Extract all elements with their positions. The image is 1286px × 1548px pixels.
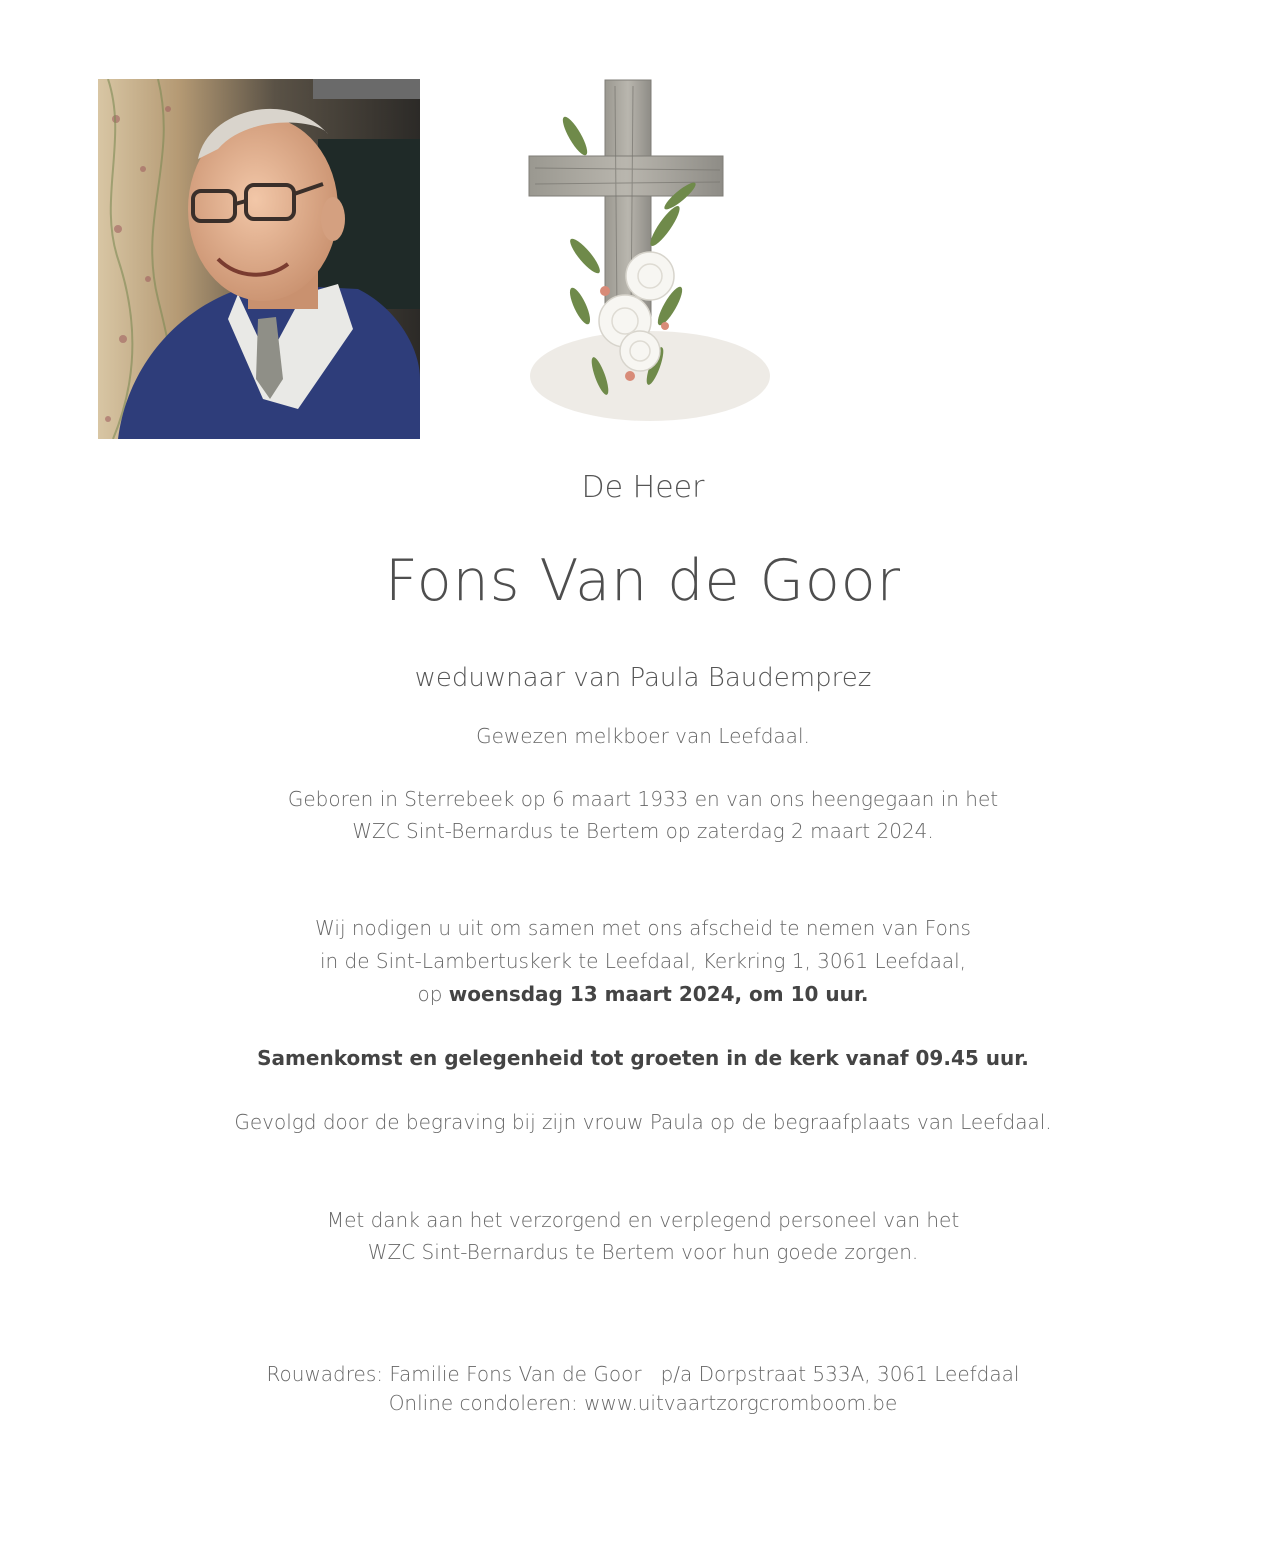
gathering-line: Samenkomst en gelegenheid tot groeten in de kerk vanaf 09.45 uur.: [257, 1046, 1029, 1070]
thanks-line-2: WZC Sint-Bernardus te Bertem voor hun goede zorgen.: [367, 1240, 919, 1264]
invite-line-2: in de Sint-Lambertuskerk te Leefdaal, Kerkring 1, 3061 Leefdaal,: [319, 949, 967, 973]
invite-line-1: Wij nodigen u uit om samen met ons afscheid te nemen van Fons: [315, 916, 971, 940]
birth-line-2: WZC Sint-Bernardus te Bertem op zaterdag 2 maart 2024.: [352, 819, 934, 843]
deceased-name: Fons Van de Goor: [384, 548, 902, 614]
mourning-address: Rouwadres: Familie Fons Van de Goor p/a Dorpstraat 533A, 3061 Leefdaal: [266, 1362, 1020, 1386]
online-condolence: Online condoleren: www.uitvaartzorgcromboom.be: [388, 1391, 898, 1415]
portrait-photo: [98, 79, 420, 439]
invite-prefix: op: [417, 982, 443, 1006]
funeral-date: woensdag 13 maart 2024, om 10 uur.: [448, 982, 869, 1006]
floral-cross-icon: [505, 76, 775, 436]
invite-line-3: [0, 982, 1286, 1006]
birth-line-1: Geboren in Sterrebeek op 6 maart 1933 en van ons heengegaan in het: [287, 787, 999, 811]
burial-line: Gevolgd door de begraving bij zijn vrouw Paula op de begraafplaats van Leefdaal.: [234, 1110, 1052, 1134]
occupation-line: Gewezen melkboer van Leefdaal.: [476, 724, 810, 748]
honorific-title: De Heer: [581, 470, 705, 505]
widow-line: weduwnaar van Paula Baudemprez: [414, 663, 872, 693]
thanks-line-1: Met dank aan het verzorgend en verplegend personeel van het: [326, 1208, 960, 1232]
